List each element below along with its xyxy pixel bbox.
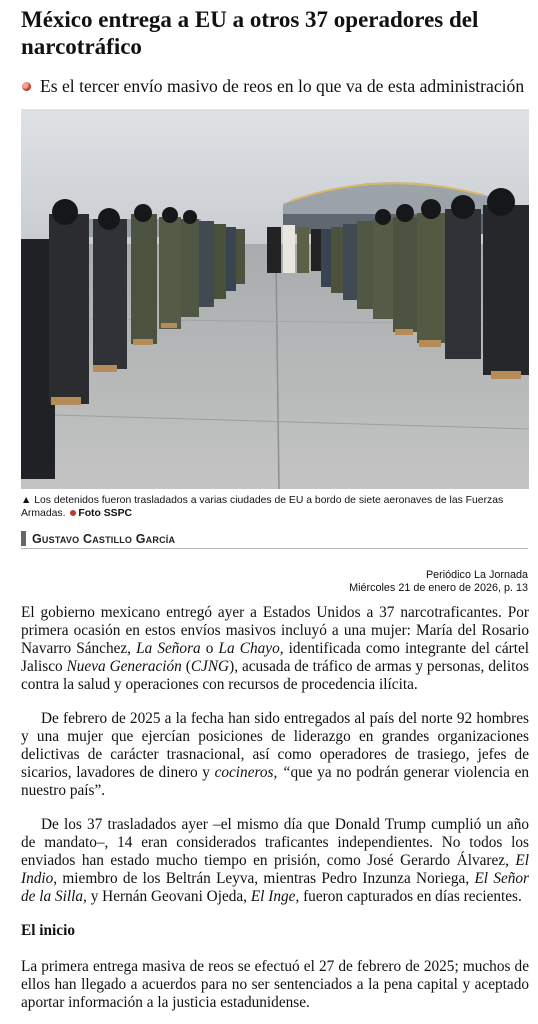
- byline: [21, 531, 528, 549]
- credit-bullet-icon: [70, 510, 76, 516]
- paragraph-2: De febrero de 2025 a la fecha han sido entregados al país del norte 92 hombres y una mujer que ejercían posiciones de liderazgo en grandes organizaciones delictivas de carácter trasnacional, así como operadores de trasiego, jefes de sicarios, lavadores de dinero y cocineros, “que ya no podrán generar violencia en nuestro país”.: [21, 710, 530, 799]
- article-photo: [21, 109, 529, 489]
- source-date: Miércoles 21 de enero de 2026, p. 13: [349, 582, 528, 594]
- subhead-text: Es el tercer envío masivo de reos en lo que va de esta administración: [40, 76, 525, 96]
- source-publication: Periódico La Jornada: [425, 569, 528, 581]
- caption-triangle-icon: ▲: [21, 495, 32, 506]
- byline-bar: [21, 531, 26, 546]
- photo-caption: [21, 494, 527, 520]
- bullet-icon: [22, 82, 31, 91]
- paragraph-1: El gobierno mexicano entregó ayer a Estados Unidos a 37 narcotraficantes. Por primera ocasión en estos envíos masivos incluyó a una mujer: María del Rosario Navarro Sánchez, La Señora o La Chayo, identificada como integrante del cártel Jalisco Nueva Generación (CJNG), acusada de tráfico de armas y personas, delitos contra la salud y operaciones con recursos de procedencia ilícita.: [21, 604, 530, 693]
- paragraph-4: La primera entrega masiva de reos se efectuó el 27 de febrero de 2025; muchos de ellos han llegado a acuerdos para no ser sentenciados a la pena capital y aceptado aportar información a la justicia estadunidense.: [21, 958, 529, 1011]
- source-info: [21, 569, 528, 595]
- caption-text: Los detenidos fueron trasladados a varias ciudades de EU a bordo de siete aeronaves de las Fuerzas Armadas.: [21, 495, 504, 519]
- subhead: [21, 76, 528, 96]
- section-title: El inicio: [21, 922, 75, 939]
- paragraph-3: De los 37 trasladados ayer –el mismo día que Donald Trump cumplió un año de mandato–, 14 eran considerados traficantes independientes. No todos los enviados han estado mucho tiempo en prisión, como José Gerardo Álvarez, El Indio, miembro de los Beltrán Leyva, mientras Pedro Inzunza Noriega, El Señor de la Silla, y Hernán Geovani Ojeda, El Inge, fueron capturados en días recientes.: [21, 816, 530, 905]
- photo-credit: Foto SSPC: [78, 508, 133, 519]
- author-name: Gustavo Castillo García: [32, 531, 176, 546]
- article-body: [21, 604, 529, 1012]
- headline: México entrega a EU a otros 37 operadores del narcotráfico: [21, 7, 479, 59]
